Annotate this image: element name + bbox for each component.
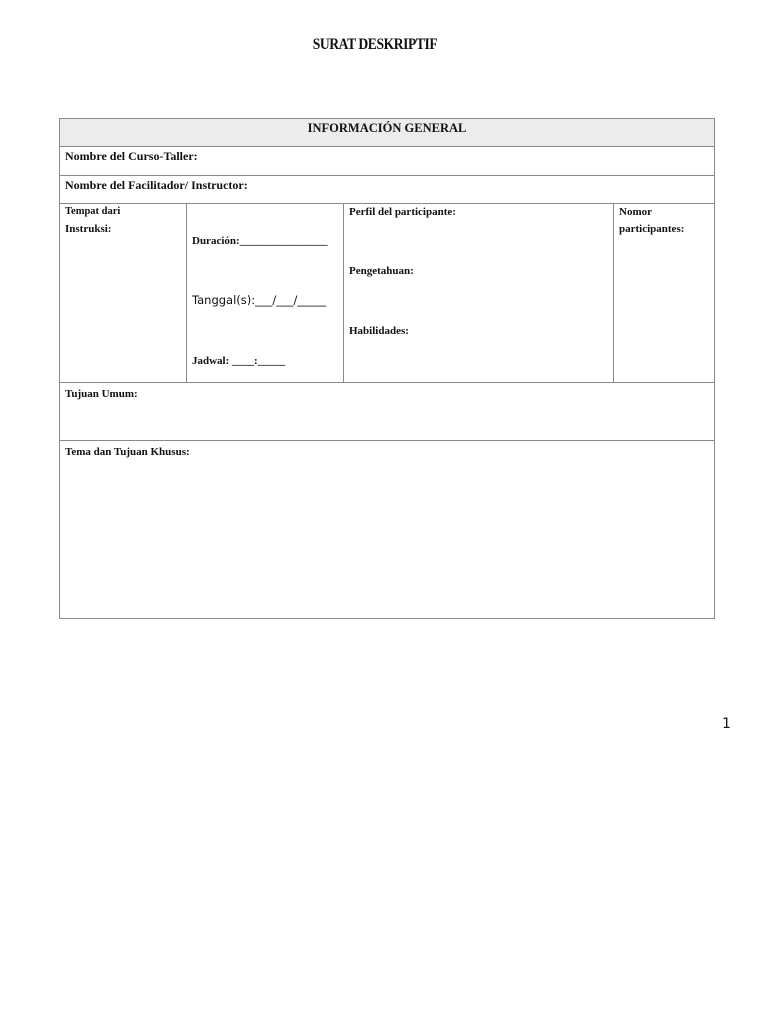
schedule-cell[interactable] [187, 204, 344, 382]
location-label-line2: Instruksi: [65, 223, 112, 235]
schedule-label: Jadwal: ____:_____ [192, 355, 286, 367]
duration-label: Duración:________________ [192, 235, 328, 247]
page-number: 1 [722, 716, 731, 732]
general-info-form [59, 118, 715, 619]
course-name-label: Nombre del Curso-Taller: [65, 149, 198, 163]
participants-number-cell[interactable] [614, 204, 714, 382]
skills-label: Habilidades: [349, 325, 409, 337]
participant-profile-label: Perfil del participante: [349, 206, 456, 218]
form-header: INFORMACIÓN GENERAL [60, 119, 714, 147]
document-title: SURAT DESKRIPTIF [312, 36, 438, 53]
participants-number-line1: Nomor [619, 206, 652, 218]
participant-profile-cell[interactable] [344, 204, 614, 382]
facilitator-label: Nombre del Facilitador/ Instructor: [65, 178, 248, 192]
general-goal-field[interactable] [60, 383, 714, 441]
details-row [60, 204, 714, 383]
topics-label: Tema dan Tujuan Khusus: [65, 446, 190, 458]
location-cell[interactable] [60, 204, 187, 382]
topics-field[interactable] [60, 441, 714, 618]
knowledge-label: Pengetahuan: [349, 265, 414, 277]
location-label-line1: Tempat dari [65, 206, 121, 217]
course-name-field[interactable] [60, 147, 714, 176]
general-goal-label: Tujuan Umum: [65, 388, 138, 400]
participants-number-line2: participantes: [619, 223, 685, 235]
facilitator-field[interactable] [60, 176, 714, 204]
dates-label: Tanggal(s):___/___/_____ [192, 293, 327, 307]
